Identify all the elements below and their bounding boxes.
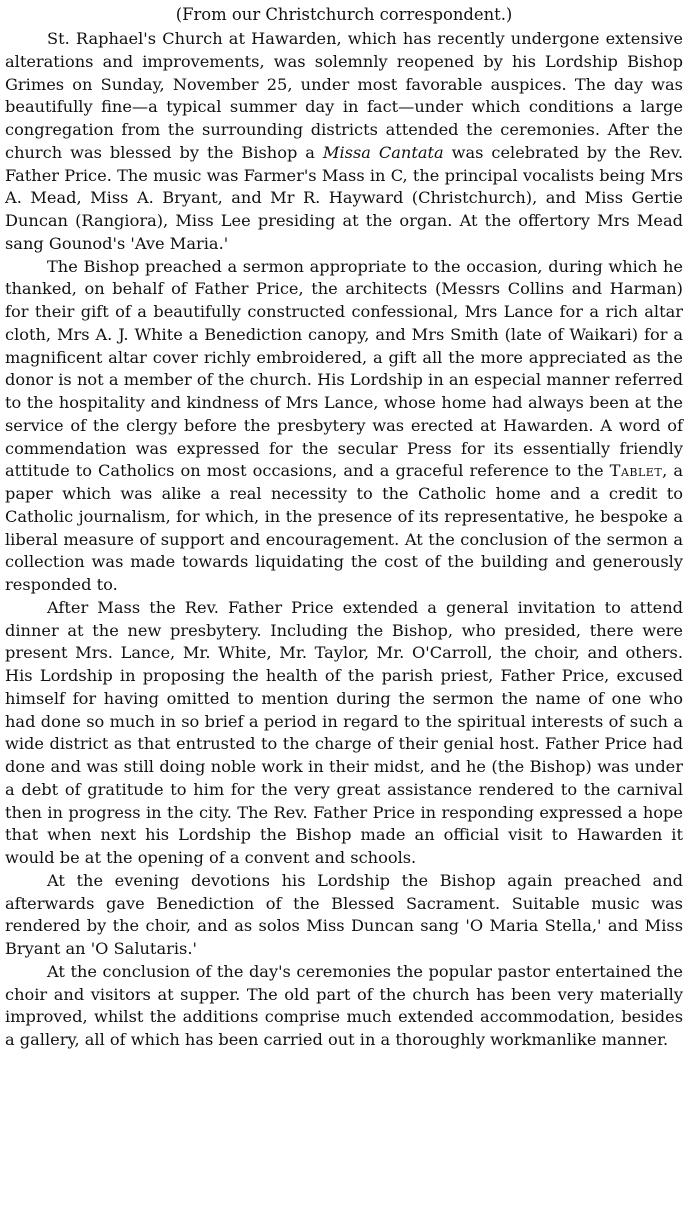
missa-cantata-italic: Missa Cantata [322, 142, 444, 162]
tablet-smallcaps: Tablet [609, 461, 663, 481]
paragraph-reopening-text-1: St. Raphael's Church at Hawarden, which has recently undergone extensive alterations and improvements, was solemnly reopened by his Lordship Bishop Grimes on Sunday, November 25, under most favorable auspices. The day was beautifully fine—a typical summer day in fact—under which conditions a large congregation from the surrounding districts attended the ceremonies. After the church was blessed by the Bishop a [5, 29, 683, 162]
paragraph-dinner: After Mass the Rev. Father Price extended a general invitation to attend dinner at the new presbytery. Including the Bishop, who presided, there were present Mrs. Lance, Mr. White, Mr. Taylor, Mr. O'Carroll, the choir, and others. His Lordship in proposing the health of the parish priest, Father Price, excused himself for having omitted to mention during the sermon the name of one who had done so much in so brief a period in regard to the spiritual interests of such a wide district as that entrusted to the charge of their genial host. Father Price had done and was still doing noble work in their midst, and he (the Bishop) was under a debt of gratitude to him for the very great assistance rendered to the carnival then in progress in the city. The Rev. Father Price in responding expressed a hope that when next his Lordship the Bishop made an official visit to Hawarden it would be at the opening of a convent and schools. [5, 597, 683, 867]
paragraph-reopening-text-2: was celebrated by the Rev. Father Price. The music was Farmer's Mass in C, the principal vocalists being Mrs A. Mead, Miss A. Bryant, and Mr R. Hayward (Christchurch), and Miss Gertie Duncan (Rangiora), Miss Lee presiding at the organ. At the offertory Mrs Mead sang Gounod's 'Ave Maria.' [5, 142, 683, 253]
correspondent-heading: (From our Christchurch correspondent.) [175, 5, 513, 24]
paragraph-sermon-text-2: , a paper which was alike a real necessity to the Catholic home and a credit to Catholic journalism, for which, in the presence of its representative, he bespoke a liberal measure of support and encouragement. At the conclusion of the sermon a collection was made towards liquidating the cost of the building and generously responded to. [5, 461, 683, 594]
paragraph-reopening [5, 28, 683, 256]
paragraph-conclusion: At the conclusion of the day's ceremonies the popular pastor entertained the choir and visitors at supper. The old part of the church has been very materially improved, whilst the additions comprise much extended accommodation, besides a gallery, all of which has been carried out in a thoroughly workmanlike manner. [5, 961, 683, 1049]
paragraph-evening-devotions: At the evening devotions his Lordship the Bishop again preached and afterwards gave Benediction of the Blessed Sacrament. Suitable music was rendered by the choir, and as solos Miss Duncan sang 'O Maria Stella,' and Miss Bryant an 'O Salutaris.' [5, 870, 683, 958]
paragraph-sermon-text-1: The Bishop preached a sermon appropriate to the occasion, during which he thanked, on behalf of Father Price, the architects (Messrs Collins and Harman) for their gift of a beautifully constructed confessional, Mrs Lance for a rich altar cloth, Mrs A. J. White a Benediction canopy, and Mrs Smith (late of Waikari) for a magnificent altar cover richly embroidered, a gift all the more appreciated as the donor is not a member of the church. His Lordship in an especial manner referred to the hospitality and kindness of Mrs Lance, whose home had always been at the service of the clergy before the presbytery was erected at Hawarden. A word of commendation was expressed for the secular Press for its essentially friendly attitude to Catholics on most occasions, and a graceful reference to the [5, 256, 683, 481]
paragraph-sermon [5, 256, 683, 597]
